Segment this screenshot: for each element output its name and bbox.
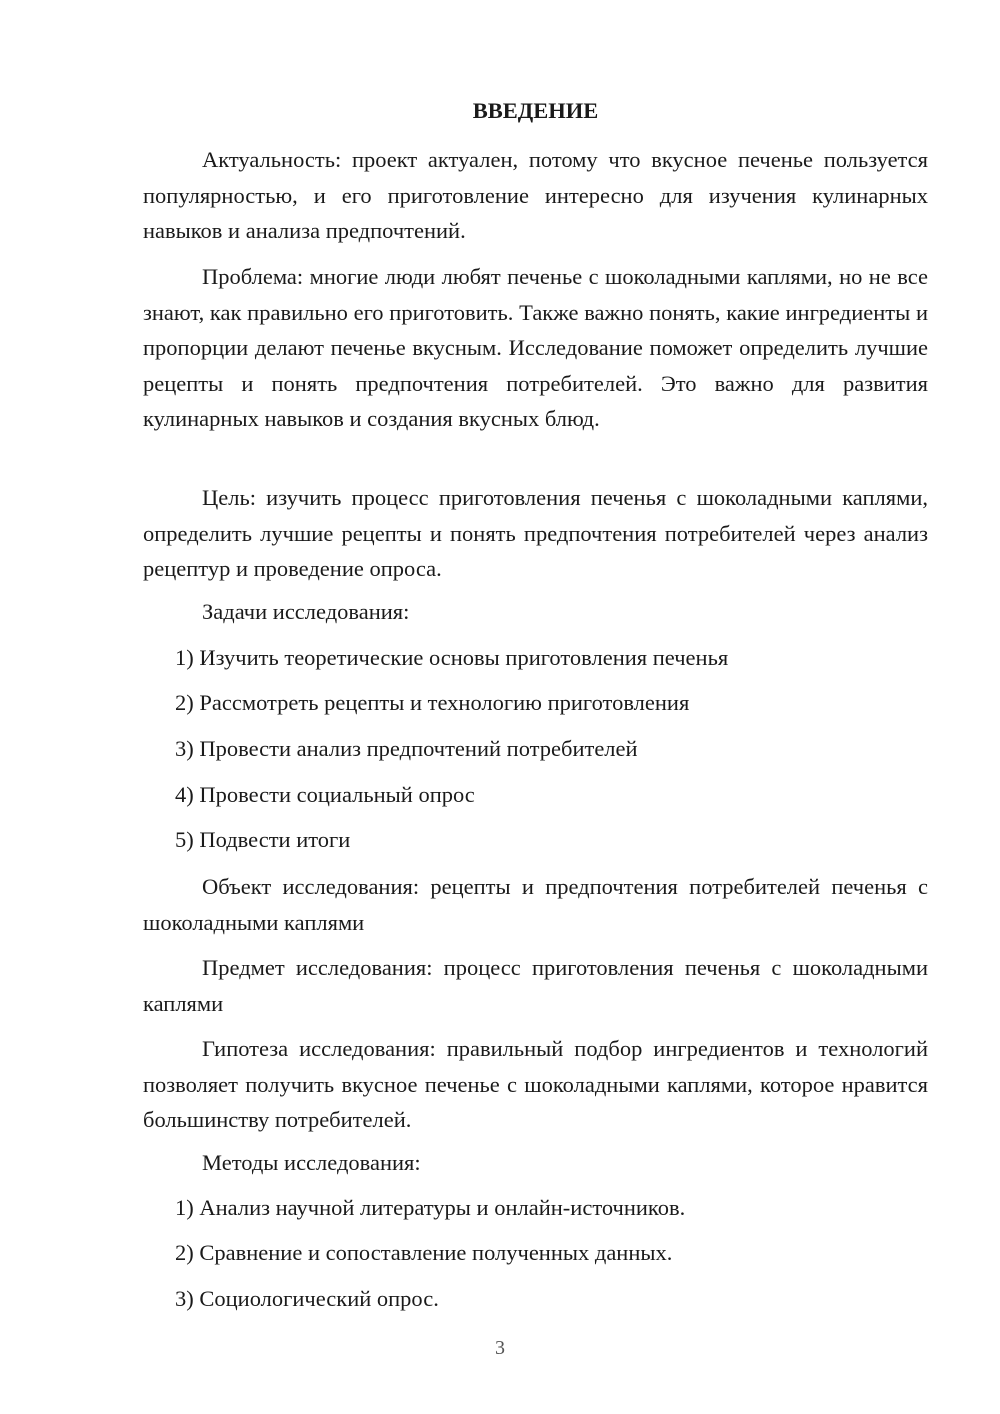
goal-paragraph: Цель: изучить процесс приготовления печенья с шоколадными каплями, определить лучшие рецепты и понять предпочтения потребителей через анализ рецептур и проведение опроса. [143, 485, 928, 581]
page-title: ВВЕДЕНИЕ [472, 98, 599, 123]
hypothesis-paragraph: Гипотеза исследования: правильный подбор ингредиентов и технологий позволяет получить вкусное печенье с шоколадными каплями, которое нравится большинству потребителей. [143, 1036, 928, 1132]
methods-title: Методы исследования: [202, 1150, 421, 1175]
task-item: 1) Изучить теоретические основы приготовления печенья [175, 645, 729, 670]
relevance-paragraph: Актуальность: проект актуален, потому что вкусное печенье пользуется популярностью, и его приготовление интересно для изучения кулинарных навыков и анализа предпочтений. [143, 147, 928, 243]
object-paragraph: Объект исследования: рецепты и предпочтения потребителей печенья с шоколадными каплями [143, 874, 928, 935]
tasks-title: Задачи исследования: [202, 599, 410, 624]
method-item: 1) Анализ научной литературы и онлайн-источников. [175, 1195, 686, 1220]
method-item: 2) Сравнение и сопоставление полученных данных. [175, 1240, 673, 1265]
problem-paragraph: Проблема: многие люди любят печенье с шоколадными каплями, но не все знают, как правильно его приготовить. Также важно понять, какие ингредиенты и пропорции делают печенье вкусным. Исследование поможет определить лучшие рецепты и понять предпочтения потребителей. Это важно для развития кулинарных навыков и создания вкусных блюд. [143, 264, 928, 431]
task-item: 2) Рассмотреть рецепты и технологию приготовления [175, 690, 690, 715]
subject-paragraph: Предмет исследования: процесс приготовления печенья с шоколадными каплями [143, 955, 928, 1016]
task-item: 3) Провести анализ предпочтений потребителей [175, 736, 638, 761]
task-item: 5) Подвести итоги [175, 827, 351, 852]
task-item: 4) Провести социальный опрос [175, 782, 475, 807]
method-item: 3) Социологический опрос. [175, 1286, 439, 1311]
page-number: 3 [495, 1337, 505, 1359]
